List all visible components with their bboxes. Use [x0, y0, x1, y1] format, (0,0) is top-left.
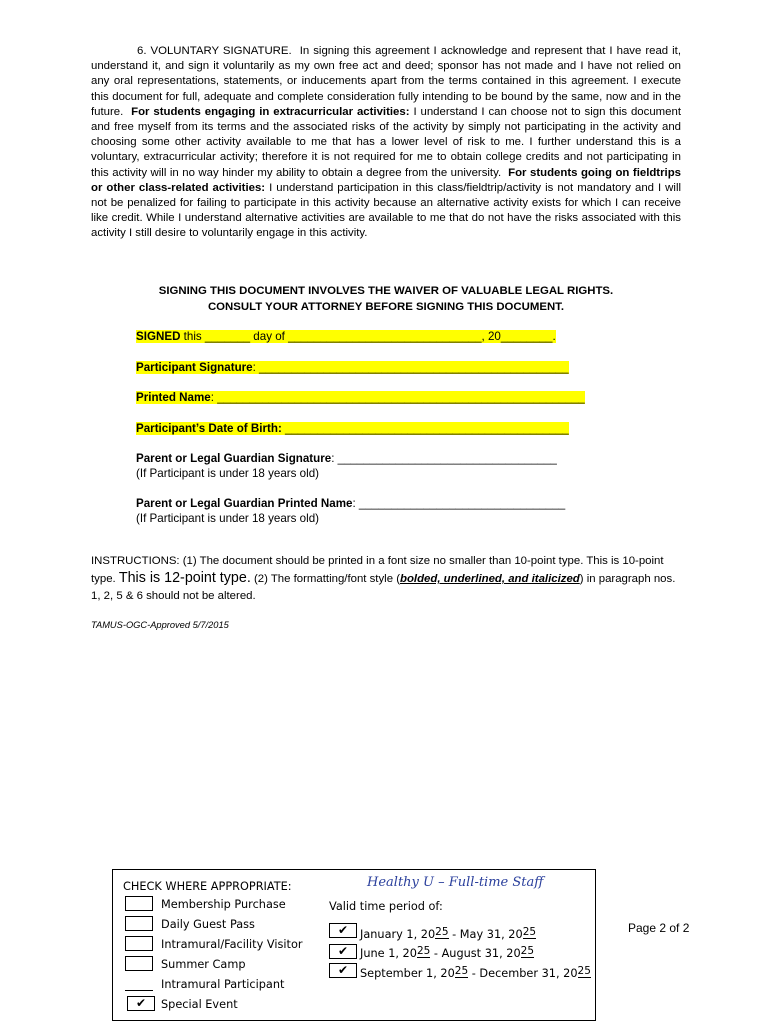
- label-intramural-participant: Intramural Participant: [161, 978, 285, 991]
- paragraph-bold-fieldtrips: For students going on fieldtrips or other class-related activities:: [91, 166, 681, 194]
- date-of-birth-label: Participant’s Date of Birth:: [136, 422, 282, 435]
- guardian-printed-name-line: : ________________________________: [352, 497, 566, 510]
- period-summer: June 1, 2025 - August 31, 2025: [360, 945, 535, 960]
- label-membership-purchase: Membership Purchase: [161, 898, 286, 911]
- instructions-part-2: (2) The formatting/font style (: [253, 573, 400, 585]
- approval-note: TAMUS-OGC-Approved 5/7/2015: [91, 620, 229, 630]
- signed-label: SIGNED: [136, 330, 181, 343]
- date-of-birth-field[interactable]: [136, 421, 569, 436]
- guardian-signature-note: (If Participant is under 18 years old): [136, 467, 320, 480]
- page-number: Page 2 of 2: [628, 921, 690, 935]
- paragraph-text-3: I understand participation in this class/fieldtrip/activity is not mandatory and I will not be penalized for failing to participate in this activity because an alternative activity exists for which I can receive like credit. While I understand alternative activities are available to me that do not have the risks associated with this activity I still desire to voluntarily engage in this activity.: [91, 181, 682, 240]
- instructions-styled-text: bolded, underlined, and italicized: [400, 573, 580, 585]
- paragraph-text-1: In signing this agreement I acknowledge and represent that I have read it, understand it, and sign it voluntarily as my own free act and deed; sponsor has not made and I have not relied on any oral representations, statements, or inducements apart from the terms contained in this agreement. I execute this document for full, adequate and complete consideration fully intending to be bound by the same, now and in the future.: [91, 45, 681, 118]
- checkbox-intramural-participant[interactable]: [125, 976, 153, 991]
- label-summer-camp: Summer Camp: [161, 958, 246, 971]
- paragraph-heading: 6. VOLUNTARY SIGNATURE.: [137, 45, 292, 57]
- checkbox-membership-purchase[interactable]: [125, 896, 153, 911]
- paragraph-voluntary-signature: [91, 44, 681, 242]
- waiver-line-2: CONSULT YOUR ATTORNEY BEFORE SIGNING THIS DOCUMENT.: [207, 301, 565, 313]
- printed-name-field[interactable]: [136, 390, 585, 405]
- checkbox-period-summer[interactable]: ✔: [329, 944, 357, 959]
- checkbox-period-spring[interactable]: ✔: [329, 923, 357, 938]
- paragraph-text-2: I understand I can choose not to sign this document and free myself from its terms and the associated risks of the activity by simply not participating in the activity and choosing some other activity available to me that has a lower level of risk to me. I further understand this is a voluntary, extracurricular activity; therefore it is not required for me to obtain college credits and not participating in this activity will in no way hinder my ability to obtain a degree from the university.: [91, 105, 681, 179]
- label-special-event: Special Event: [161, 998, 238, 1011]
- checkbox-intramural-facility-visitor[interactable]: [125, 936, 153, 951]
- period-spring-end-year: 25: [522, 926, 537, 938]
- period-spring-start-year: 25: [435, 926, 449, 938]
- instructions-12pt-sample: This is 12-point type.: [118, 570, 251, 586]
- guardian-printed-name-field[interactable]: [136, 496, 565, 511]
- label-intramural-facility-visitor: Intramural/Facility Visitor: [161, 938, 303, 951]
- check-section-title: CHECK WHERE APPROPRIATE:: [123, 880, 292, 893]
- guardian-signature-label: Parent or Legal Guardian Signature: [136, 452, 332, 465]
- waiver-line-1: SIGNING THIS DOCUMENT INVOLVES THE WAIVER OF VALUABLE LEGAL RIGHTS.: [158, 285, 614, 297]
- participant-signature-label: Participant Signature: [136, 361, 253, 374]
- checkbox-daily-guest-pass[interactable]: [125, 916, 153, 931]
- checkbox-special-event[interactable]: ✔: [127, 996, 155, 1011]
- printed-name-label: Printed Name: [136, 391, 211, 404]
- period-summer-end-year: 25: [520, 945, 535, 957]
- participant-signature-line: : ________________________________________________: [252, 361, 569, 374]
- date-of-birth-line: ____________________________________________: [281, 422, 569, 435]
- period-fall: September 1, 2025 - December 31, 2025: [360, 965, 591, 980]
- guardian-signature-field[interactable]: [136, 451, 557, 466]
- participant-signature-field[interactable]: [136, 360, 569, 375]
- period-spring: January 1, 2025 - May 31, 2025: [360, 926, 537, 941]
- checkbox-period-fall[interactable]: ✔: [329, 963, 357, 978]
- handwritten-note: Healthy U – Full-time Staff: [367, 875, 544, 890]
- valid-time-period-title: Valid time period of:: [329, 900, 443, 913]
- signed-date-blank: this _______ day of ______________________________, 20________.: [180, 330, 556, 343]
- guardian-signature-line: : __________________________________: [331, 452, 557, 465]
- instructions-part-3: ) in paragraph nos. 1, 2, 5 & 6 should not be altered.: [91, 573, 676, 602]
- instructions: [91, 553, 683, 605]
- checkbox-summer-camp[interactable]: [125, 956, 153, 971]
- check-where-appropriate-box: [112, 869, 596, 1021]
- guardian-printed-name-note: (If Participant is under 18 years old): [136, 512, 320, 525]
- paragraph-bold-extracurricular: For students engaging in extracurricular activities:: [131, 105, 410, 118]
- printed-name-line: : _________________________________________________________: [210, 391, 585, 404]
- instructions-part-1: INSTRUCTIONS: (1) The document should be printed in a font size no smaller than 10-point type. This is 10-point type.: [91, 555, 664, 585]
- period-summer-start-year: 25: [416, 945, 431, 957]
- label-daily-guest-pass: Daily Guest Pass: [161, 918, 255, 931]
- period-fall-end-year: 25: [577, 965, 591, 977]
- period-fall-start-year: 25: [454, 965, 469, 977]
- signed-date-field[interactable]: [136, 329, 556, 344]
- guardian-printed-name-label: Parent or Legal Guardian Printed Name: [136, 497, 353, 510]
